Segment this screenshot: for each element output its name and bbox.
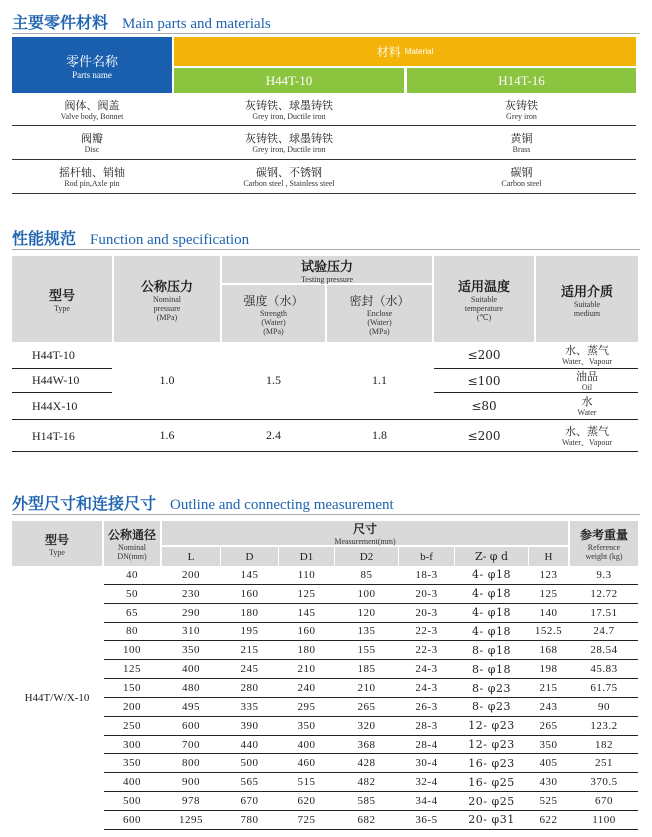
dim-cell-weight: 28.54 [590, 644, 618, 657]
dim-cell-d1: 725 [297, 813, 316, 826]
testing-pressure-header-en: Testing pressure [300, 274, 354, 284]
strength-header-en2: (Water) [261, 317, 286, 327]
nominal-pressure-value [114, 420, 220, 451]
seal-value-text: 1.8 [372, 428, 387, 442]
dim-cell-d: 195 [240, 625, 259, 638]
dim-cell-l: 700 [182, 738, 200, 751]
col-header-l-text: L [187, 550, 195, 563]
part-name-en: Disc [84, 144, 100, 154]
dim-cell-d1: 400 [297, 738, 316, 751]
part-cell [12, 160, 172, 193]
dim-cell-dn: 65 [126, 606, 138, 619]
dim-cell-zd: 20- φ25 [468, 794, 515, 808]
dim-cell-d2: 320 [357, 719, 376, 732]
dim-cell-dn: 100 [123, 644, 141, 657]
col-header-h [529, 547, 568, 566]
dim-cell-d: 390 [240, 719, 259, 732]
dim-cell-h: 215 [539, 682, 558, 695]
dim-cell-zd: 12- φ23 [468, 719, 515, 733]
dim-cell-weight: 90 [598, 700, 610, 713]
col-header-zd-text: Z- φ d [474, 550, 509, 563]
dim-cell-h: 168 [539, 644, 558, 657]
dim-cell-zd: 4- φ18 [472, 568, 511, 582]
dim-cell-l: 290 [182, 606, 200, 619]
dim-cell-d: 180 [240, 606, 259, 619]
dim-cell-bf: 28-3 [415, 719, 438, 732]
medium-zh: 水、蒸气 [565, 424, 609, 438]
dim-cell-h: 152.5 [534, 625, 563, 638]
dim-cell-zd: 8- φ18 [472, 643, 511, 657]
material-header [174, 37, 636, 66]
row-line [12, 451, 638, 452]
part-name-en: Rod pin,Axle pin [64, 178, 120, 188]
dim-cell-d2: 210 [357, 682, 376, 695]
section-2-title-zh: 性能规范 [12, 229, 77, 248]
testing-pressure-header [222, 256, 432, 283]
strength-value-text: 2.4 [266, 428, 281, 442]
dim-cell-bf: 24-3 [415, 663, 438, 676]
model-b-material-en: Brass [512, 144, 531, 154]
dim-row [104, 604, 638, 623]
dim-type-header [12, 521, 102, 566]
dim-cell-l: 978 [182, 795, 200, 808]
weight-header-en1: Reference [587, 543, 621, 552]
dim-cell-d1: 240 [297, 682, 316, 695]
model-a-material-cell [174, 95, 404, 125]
part-name-en: Valve body, Bonnet [60, 112, 124, 121]
dim-cell-weight: 45.83 [590, 663, 618, 676]
section-1-title [12, 10, 271, 33]
medium-en: Water [577, 408, 597, 417]
dim-row [104, 698, 638, 717]
model-b-material-en: Grey iron [506, 112, 537, 121]
col-header-d2-text: D2 [359, 550, 374, 563]
section-1-title-en: Main parts and materials [122, 16, 271, 32]
dim-row [104, 679, 638, 698]
dim-cell-d2: 682 [357, 813, 376, 826]
dim-cell-bf: 36-5 [415, 813, 438, 826]
dim-cell-d: 215 [240, 644, 259, 657]
nominal-diameter-header-en1: Nominal [118, 543, 146, 552]
seal-value-text: 1.1 [372, 373, 387, 387]
col-header-bf-text: b-f [420, 550, 433, 563]
spec-table [12, 256, 638, 452]
dim-cell-zd: 12- φ23 [468, 738, 515, 752]
dim-cell-d1: 350 [297, 719, 316, 732]
dim-cell-bf: 20-3 [415, 606, 438, 619]
dim-cell-bf: 28-4 [415, 738, 438, 751]
dim-cell-dn: 250 [123, 719, 141, 732]
dim-cell-dn: 350 [123, 757, 141, 770]
dim-cell-d: 160 [240, 587, 259, 600]
dim-cell-d: 280 [240, 682, 259, 695]
model-b-material-zh: 灰铸铁 [505, 99, 538, 112]
dim-cell-bf: 22-3 [415, 625, 438, 638]
seal-header-en1: Enclose [366, 308, 393, 318]
dim-cell-zd: 4- φ18 [472, 624, 511, 638]
model-b-material-cell [407, 126, 636, 159]
model-b-material-en: Carbon steel [501, 178, 542, 188]
dim-cell-d: 500 [240, 757, 259, 770]
dim-cell-zd: 4- φ18 [472, 587, 511, 601]
section-1-title-zh: 主要零件材料 [12, 13, 109, 32]
dim-cell-l: 1295 [179, 813, 203, 826]
dim-cell-d: 335 [240, 700, 259, 713]
dim-cell-d1: 515 [297, 776, 316, 789]
temperature-value: ≤200 [467, 348, 501, 362]
spec-type-cell: H44W-10 [32, 373, 80, 387]
dim-cell-d1: 620 [297, 795, 316, 808]
dim-cell-d1: 460 [297, 757, 316, 770]
dim-cell-d: 245 [240, 663, 259, 676]
dim-cell-l: 400 [182, 663, 200, 676]
dim-row [104, 773, 638, 792]
dim-cell-d: 565 [240, 776, 259, 789]
nominal-pressure-value-text: 1.6 [159, 428, 175, 442]
model-b-material-zh: 碳钢 [510, 165, 533, 179]
dim-cell-dn: 600 [123, 813, 141, 826]
strength-value-text: 1.5 [266, 373, 281, 387]
col-header-d1-text: D1 [299, 550, 314, 563]
dim-row [104, 755, 638, 774]
model-b-material-cell [407, 160, 636, 193]
section-3-title-en: Outline and connecting measurement [170, 497, 394, 513]
medium-cell [536, 420, 638, 451]
dim-cell-d2: 85 [360, 568, 373, 581]
dim-cell-l: 200 [182, 568, 200, 581]
dim-cell-d2: 100 [357, 587, 376, 600]
model-a-material-zh: 碳钢、不锈钢 [256, 165, 322, 179]
section-2-title [12, 226, 249, 249]
model-b-header [407, 68, 636, 93]
dim-cell-h: 622 [539, 813, 558, 826]
nominal-pressure-header-en1: Nominal [153, 295, 181, 304]
spec-type-header [12, 256, 112, 342]
temperature-value: ≤100 [467, 373, 501, 388]
dim-cell-d2: 482 [357, 776, 376, 789]
dim-cell-zd: 8- φ18 [472, 662, 511, 676]
dim-cell-d2: 265 [357, 700, 376, 713]
temperature-header-en2: temperature [464, 304, 504, 313]
section-1-divider [12, 33, 640, 34]
dim-cell-l: 480 [182, 682, 200, 695]
col-header-zd [455, 547, 528, 566]
material-row [12, 160, 636, 194]
dim-cell-dn: 500 [123, 795, 141, 808]
dim-cell-h: 430 [539, 776, 558, 789]
dim-cell-l: 900 [182, 776, 200, 789]
medium-header-zh: 适用介质 [560, 284, 613, 300]
col-header-d-text: D [245, 550, 254, 563]
model-a-material-cell [174, 126, 404, 159]
parts-name-header-zh: 零件名称 [65, 54, 118, 70]
dim-row [104, 566, 638, 585]
dim-cell-d1: 295 [297, 700, 316, 713]
nominal-pressure-header-zh: 公称压力 [140, 280, 193, 295]
nominal-pressure-header-en3: (MPa) [156, 313, 178, 322]
testing-pressure-header-zh: 试验压力 [300, 259, 353, 275]
spec-type-header-zh: 型号 [48, 289, 75, 304]
medium-en: Water、Vapour [561, 357, 612, 366]
dim-cell-dn: 200 [123, 700, 141, 713]
dim-cell-weight: 61.75 [590, 682, 618, 695]
medium-en: Water、Vapour [561, 437, 612, 447]
dim-cell-l: 800 [182, 757, 200, 770]
dim-cell-l: 230 [182, 587, 200, 600]
dim-cell-weight: 370.5 [590, 776, 618, 789]
dim-cell-d: 145 [240, 568, 259, 581]
dim-cell-dn: 150 [123, 682, 141, 695]
dim-cell-bf: 18-3 [415, 568, 438, 581]
medium-header-en2: medium [573, 308, 601, 318]
dim-cell-weight: 670 [595, 795, 613, 808]
dim-cell-weight: 24.7 [593, 625, 615, 638]
dim-cell-d1: 125 [297, 587, 316, 600]
weight-header-zh: 参考重量 [579, 528, 628, 542]
seal-value [327, 342, 432, 419]
dim-cell-bf: 22-3 [415, 644, 438, 657]
dim-row [104, 811, 638, 830]
dim-cell-bf: 30-4 [415, 757, 438, 770]
weight-header-en2: weight (kg) [585, 552, 623, 561]
dim-cell-d: 440 [240, 738, 259, 751]
col-header-d [221, 547, 278, 566]
medium-zh: 油品 [576, 369, 598, 383]
dim-cell-bf: 24-3 [415, 682, 438, 695]
dim-cell-h: 350 [539, 738, 558, 751]
dim-cell-l: 350 [182, 644, 200, 657]
spec-type-cell: H44T-10 [32, 348, 75, 362]
dim-row [104, 717, 638, 736]
dim-cell-zd: 4- φ18 [472, 606, 511, 620]
medium-cell [536, 342, 638, 368]
dim-cell-d1: 160 [297, 625, 316, 638]
dim-cell-h: 525 [539, 795, 558, 808]
medium-cell [536, 369, 638, 392]
measurement-header-en: Measurement(mm) [334, 537, 396, 546]
material-header-zh: 材料 [376, 45, 401, 59]
parts-name-header [12, 37, 172, 93]
medium-en: Oil [581, 382, 593, 392]
dim-cell-l: 310 [182, 625, 200, 638]
nominal-pressure-header-en2: pressure [153, 304, 181, 313]
dim-cell-d: 670 [240, 795, 259, 808]
part-cell [12, 95, 172, 125]
strength-header [222, 285, 325, 342]
section-2-title-en: Function and specification [90, 232, 250, 248]
dim-cell-d1: 180 [297, 644, 316, 657]
medium-header [536, 256, 638, 342]
dim-cell-h: 243 [539, 700, 558, 713]
section-3-title [12, 491, 394, 514]
dim-cell-weight: 12.72 [590, 587, 618, 600]
strength-value [222, 342, 325, 419]
dim-type-header-zh: 型号 [44, 532, 69, 547]
seal-header-zh: 密封（水） [349, 293, 410, 308]
col-header-l [162, 547, 220, 566]
medium-zh: 水 [581, 395, 593, 408]
dim-model-cell [12, 566, 102, 830]
row-line [12, 368, 112, 369]
col-header-h-text: H [544, 550, 553, 563]
section-3-title-zh: 外型尺寸和连接尺寸 [12, 494, 157, 513]
seal-header [327, 285, 432, 342]
strength-header-zh: 强度（水） [243, 293, 304, 308]
dim-model-text: H44T/W/X-10 [24, 692, 90, 704]
dim-cell-d2: 120 [357, 606, 376, 619]
temperature-header [434, 256, 534, 342]
dim-cell-weight: 182 [595, 738, 613, 751]
dim-cell-zd: 20- φ31 [468, 813, 515, 827]
dim-cell-h: 198 [539, 663, 558, 676]
dim-cell-h: 125 [539, 587, 558, 600]
dim-row [104, 585, 638, 604]
dim-cell-weight: 251 [595, 757, 613, 770]
nominal-diameter-header-en2: DN(mm) [117, 552, 147, 561]
dim-cell-dn: 125 [123, 663, 141, 676]
dim-cell-weight: 9.3 [596, 568, 612, 581]
dim-cell-h: 405 [539, 757, 558, 770]
dim-cell-d1: 210 [297, 663, 316, 676]
dim-cell-weight: 1100 [592, 813, 616, 826]
nominal-pressure-value [114, 342, 220, 419]
part-name-zh: 阀瓣 [81, 131, 103, 145]
strength-header-en3: (MPa) [263, 326, 284, 336]
dim-type-header-en: Type [49, 547, 65, 557]
seal-value [327, 420, 432, 451]
temperature-header-zh: 适用温度 [457, 280, 510, 295]
dim-cell-bf: 34-4 [415, 795, 438, 808]
dim-cell-zd: 8- φ23 [472, 700, 511, 714]
model-a-material-cell [174, 160, 404, 193]
dim-cell-weight: 123.2 [590, 719, 618, 732]
section-2-divider [12, 249, 640, 250]
material-header-en: Material [404, 47, 434, 56]
dim-cell-d: 780 [240, 813, 259, 826]
dim-row [104, 736, 638, 755]
temperature-cell [434, 393, 534, 419]
model-b-material-cell [407, 95, 636, 125]
row-line [12, 392, 112, 393]
dim-cell-d2: 135 [357, 625, 376, 638]
dim-cell-d2: 155 [357, 644, 376, 657]
dim-cell-dn: 80 [126, 625, 138, 638]
nominal-diameter-header [104, 521, 160, 566]
material-row [12, 95, 636, 126]
dim-cell-l: 600 [182, 719, 200, 732]
weight-header [570, 521, 638, 566]
dim-cell-d2: 585 [357, 795, 376, 808]
materials-table [12, 37, 636, 195]
dim-cell-d2: 428 [357, 757, 376, 770]
col-header-d2 [335, 547, 398, 566]
model-b-label: H14T-16 [498, 72, 545, 88]
nominal-pressure-header [114, 256, 220, 342]
model-a-material-zh: 灰铸铁、球墨铸铁 [245, 131, 333, 145]
seal-header-en3: (MPa) [369, 326, 390, 336]
body-separator [102, 566, 103, 830]
model-a-header [174, 68, 404, 93]
model-a-material-en: Grey iron, Ductile iron [252, 144, 326, 154]
dim-row [104, 660, 638, 679]
dim-cell-dn: 40 [126, 568, 138, 581]
strength-header-en1: Strength [259, 308, 288, 318]
dim-row [104, 792, 638, 811]
model-a-material-zh: 灰铸铁、球墨铸铁 [245, 99, 333, 112]
dim-cell-d1: 110 [297, 568, 316, 581]
dim-cell-d2: 368 [357, 738, 376, 751]
dim-cell-d2: 185 [357, 663, 376, 676]
part-cell [12, 126, 172, 159]
dim-row [104, 641, 638, 660]
temperature-header-en3: (℃) [476, 313, 492, 322]
nominal-diameter-header-zh: 公称通径 [107, 528, 156, 542]
nominal-pressure-value-text: 1.0 [159, 373, 175, 387]
measurement-header [162, 521, 568, 545]
section-3-divider [12, 514, 640, 515]
model-a-material-en: Carbon steel , Stainless steel [243, 178, 335, 188]
temperature-cell [434, 420, 534, 451]
dim-cell-dn: 50 [126, 587, 138, 600]
dim-cell-dn: 300 [123, 738, 141, 751]
medium-cell [536, 393, 638, 419]
temperature-header-en1: Suitable [470, 295, 498, 304]
spec-type-cell: H44X-10 [32, 399, 78, 413]
dim-cell-h: 123 [539, 568, 558, 581]
medium-header-en1: Suitable [573, 299, 601, 309]
col-header-bf [399, 547, 454, 566]
medium-zh: 水、蒸气 [565, 344, 609, 357]
dim-cell-bf: 32-4 [415, 776, 438, 789]
part-name-zh: 摇杆轴、销轴 [59, 165, 125, 179]
dim-cell-zd: 8- φ23 [472, 681, 511, 695]
dimension-table [12, 521, 638, 831]
dim-cell-weight: 17.51 [590, 606, 618, 619]
dim-cell-zd: 16- φ23 [468, 756, 515, 770]
part-name-zh: 阀体、阀盖 [64, 99, 120, 112]
model-a-label: H44T-10 [265, 72, 313, 88]
seal-header-en2: (Water) [367, 317, 392, 327]
spec-type-header-en: Type [54, 304, 70, 313]
dim-cell-d1: 145 [297, 606, 316, 619]
dim-cell-h: 140 [539, 606, 558, 619]
dim-cell-bf: 20-3 [415, 587, 438, 600]
temperature-cell [434, 342, 534, 368]
dim-cell-zd: 16- φ25 [468, 775, 515, 789]
dim-cell-dn: 400 [123, 776, 141, 789]
measurement-header-zh: 尺寸 [352, 522, 377, 536]
model-b-material-zh: 黄铜 [510, 131, 533, 145]
spec-type-cell: H14T-16 [32, 429, 75, 443]
dim-row [104, 623, 638, 642]
col-header-d1 [279, 547, 334, 566]
temperature-cell [434, 369, 534, 392]
parts-name-header-en: Parts name [72, 69, 112, 80]
dim-cell-bf: 26-3 [415, 700, 438, 713]
temperature-value: ≤80 [471, 399, 497, 413]
temperature-value: ≤200 [467, 428, 501, 443]
strength-value [222, 420, 325, 451]
model-a-material-en: Grey iron, Ductile iron [252, 112, 326, 121]
material-row [12, 126, 636, 160]
dim-cell-h: 265 [539, 719, 558, 732]
dim-cell-l: 495 [182, 700, 200, 713]
